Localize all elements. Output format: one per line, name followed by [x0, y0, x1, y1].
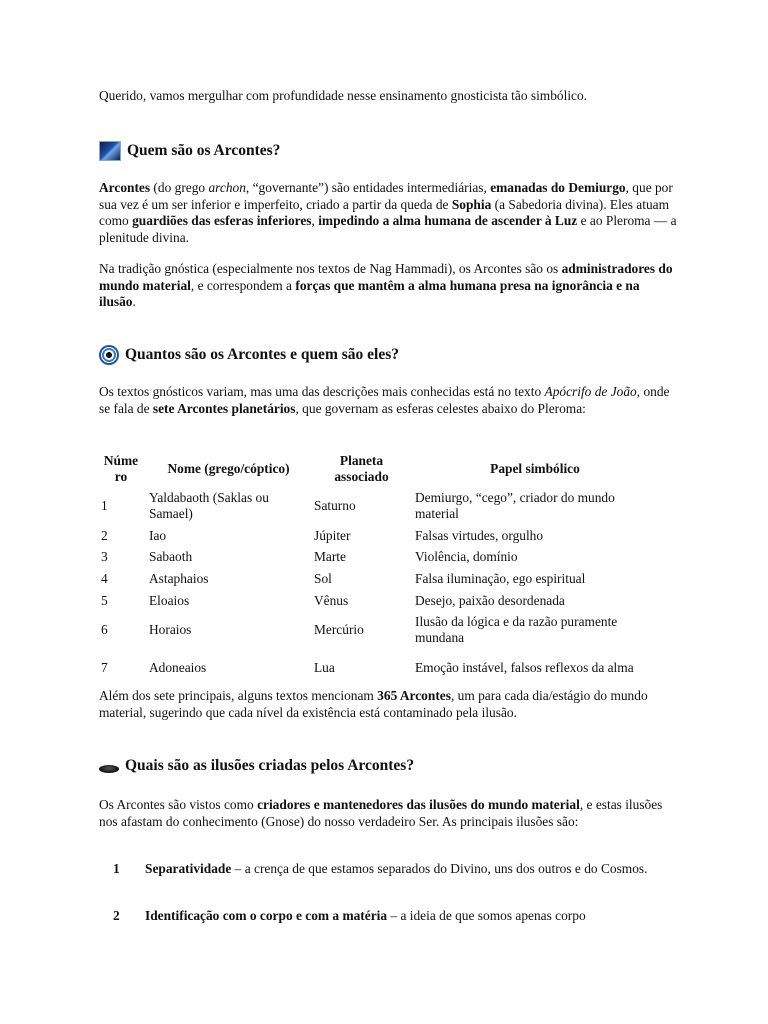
cell-numero: 5: [101, 592, 108, 608]
cell-papel: Ilusão da lógica e da razão puramente mundana: [415, 614, 618, 645]
table-row: [96, 568, 658, 590]
cell-nome: Sabaoth: [149, 549, 193, 564]
evil-eye-icon: [99, 345, 119, 365]
text: Além dos sete principais, alguns textos mencionam: [99, 688, 378, 703]
text: , e correspondem a: [190, 277, 296, 293]
cell-nome: Eloaios: [149, 592, 190, 608]
bold-term: impedindo a alma humana de ascender à Luz: [318, 213, 578, 228]
table-row: [96, 546, 658, 568]
arcontes-definition-paragraph: [99, 180, 679, 246]
text: (do grego: [150, 180, 209, 195]
italic-term: archon: [208, 180, 246, 195]
bold-term: Separatividade: [145, 861, 232, 876]
cell-papel: Falsa iluminação, ego espiritual: [415, 571, 586, 586]
bold-term: Identificação com o corpo e com a matéria: [145, 908, 388, 923]
cell-planeta: Mercúrio: [314, 622, 364, 637]
cell-papel: Demiurgo, “cego”, criador do mundo material: [415, 490, 615, 521]
cell-papel: Desejo, paixão desordenada: [415, 592, 565, 608]
bold-term: guardiões das esferas inferiores: [132, 213, 312, 228]
cell-numero: 4: [101, 571, 108, 586]
cell-numero: 1: [101, 498, 108, 513]
cell-planeta: Júpiter: [314, 527, 351, 543]
cell-planeta: Sol: [314, 571, 332, 586]
bold-term: emanadas do Demiurgo: [490, 180, 626, 195]
list-item: [145, 908, 665, 925]
section-heading-quantos: [99, 345, 399, 365]
365-arcontes-paragraph: [99, 688, 679, 721]
cell-planeta: Vênus: [314, 592, 349, 608]
cell-nome: Yaldabaoth (Saklas ou Samael): [149, 490, 269, 521]
text: , onde se fala de: [99, 384, 670, 416]
ilusoes-intro-paragraph: [99, 797, 679, 830]
cell-numero: 3: [101, 549, 108, 564]
text: ,: [311, 213, 319, 228]
section-heading-quem: [99, 141, 280, 161]
cell-nome: Adoneaios: [149, 660, 207, 675]
galaxy-image-icon: [99, 141, 121, 161]
section-heading-ilusoes: [99, 758, 414, 775]
text: , que por sua vez é um ser inferior e imperfeito, criado a partir da queda de: [99, 180, 673, 212]
arcontes-table: [96, 451, 658, 687]
header-papel: Papel simbólico: [490, 461, 580, 476]
cell-numero: 6: [101, 622, 108, 637]
table-row: [96, 487, 658, 525]
cell-papel: Falsas virtudes, orgulho: [415, 527, 544, 543]
cell-planeta: Marte: [314, 549, 346, 564]
cell-papel: Violência, domínio: [415, 549, 518, 564]
cell-nome: Horaios: [149, 622, 192, 637]
section-title: Quem são os Arcontes?: [127, 141, 281, 159]
cell-nome: Astaphaios: [149, 571, 209, 586]
bold-term: criadores e mantenedores das ilusões do mundo material: [257, 797, 580, 812]
section-title: Quais são as ilusões criadas pelos Arcontes?: [125, 757, 415, 774]
table-row: [96, 590, 658, 611]
cell-papel: Emoção instável, falsos reflexos da alma: [415, 660, 634, 675]
intro-paragraph: Querido, vamos mergulhar com profundidade nesse ensinamento gnosticista tão simbólico.: [99, 88, 588, 103]
text: – a ideia de que somos apenas corpo: [387, 908, 586, 923]
cell-planeta: Lua: [314, 660, 335, 675]
cell-numero: 7: [101, 660, 108, 675]
cell-numero: 2: [101, 527, 108, 543]
text: Os Arcontes são vistos como: [99, 797, 258, 812]
table-header-row: [96, 451, 658, 487]
text: (a Sabedoria divina). Eles atuam como: [99, 196, 670, 228]
header-nome: Nome (grego/cóptico): [167, 461, 290, 476]
text: , e estas ilusões nos afastam do conhecimento (Gnose) do nosso verdadeiro Ser. As principais ilusões são:: [99, 797, 663, 829]
bold-term: Arcontes: [99, 180, 151, 195]
bold-term: forças que mantêm a alma humana presa na ignorância e na ilusão: [99, 277, 640, 309]
text: .: [132, 294, 136, 309]
text: – a crença de que estamos separados do Divino, uns dos outros e do Cosmos.: [231, 861, 648, 876]
apocrifo-paragraph: [99, 384, 679, 417]
header-planeta: Planeta associado: [334, 453, 389, 484]
table-row: [96, 525, 658, 546]
text: , “governante”) são entidades intermediárias,: [245, 180, 491, 195]
list-number: 2: [113, 908, 120, 923]
section-title: Quantos são os Arcontes e quem são eles?: [125, 345, 399, 363]
list-number: 1: [113, 861, 120, 876]
bold-term: sete Arcontes planetários: [152, 400, 296, 416]
text: e ao Pleroma — a plenitude divina.: [99, 213, 677, 245]
dark-disc-icon: [99, 765, 119, 773]
text: , um para cada dia/estágio do mundo material, sugerindo que cada nível da existência está contaminado pela ilusão.: [99, 688, 648, 720]
text: Na tradição gnóstica (especialmente nos textos de Nag Hammadi), os Arcontes são os: [99, 261, 562, 276]
bold-term: administradores do mundo material: [99, 261, 673, 293]
header-numero: Núme ro: [103, 453, 139, 484]
italic-term: Apócrifo de João: [544, 384, 637, 399]
cell-nome: Iao: [149, 527, 167, 543]
nag-hammadi-paragraph: [99, 261, 679, 311]
table-row: [96, 611, 658, 649]
cell-planeta: Saturno: [314, 498, 356, 513]
bold-term: Sophia: [451, 196, 492, 212]
bold-term: 365 Arcontes: [377, 688, 451, 703]
text: , que governam as esferas celestes abaixo do Pleroma:: [295, 400, 586, 416]
list-item: [145, 861, 665, 878]
text: Os textos gnósticos variam, mas uma das descrições mais conhecidas está no texto: [99, 384, 545, 399]
table-row: [96, 649, 658, 687]
